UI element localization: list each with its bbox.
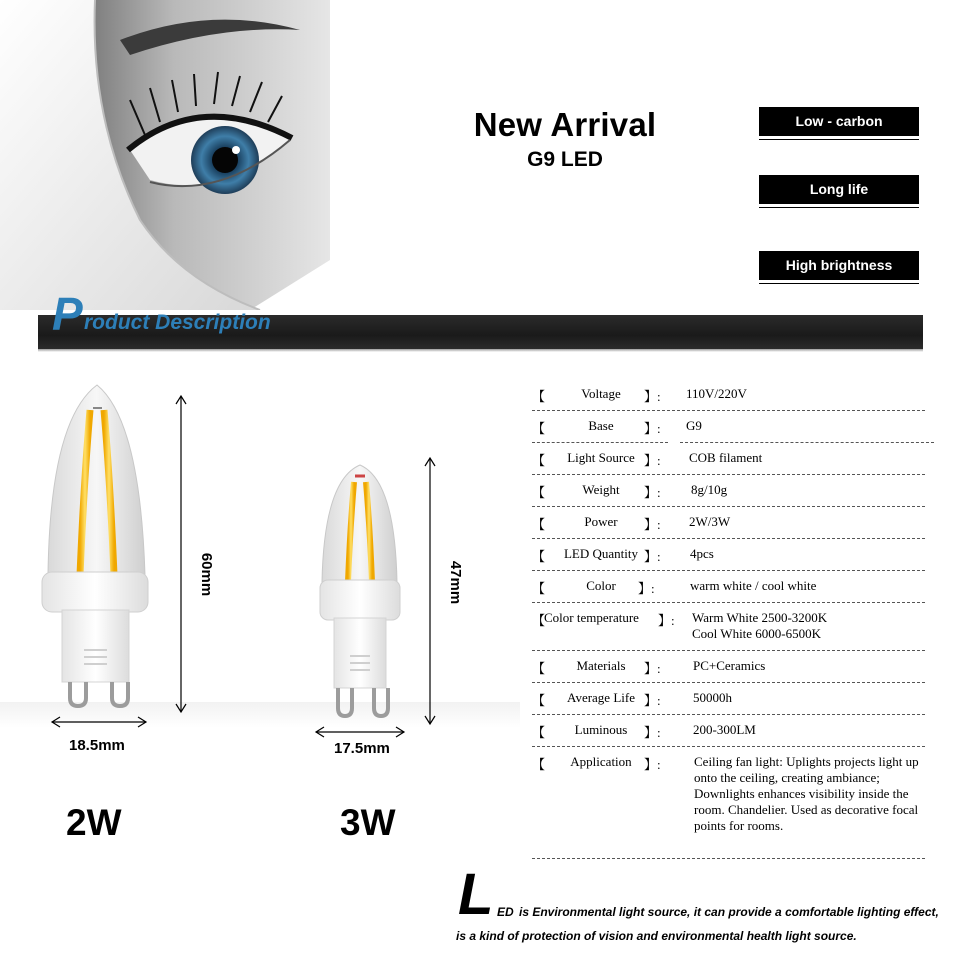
bulb-2w-power: 2W xyxy=(66,802,122,843)
bracket-open: 【 xyxy=(532,661,546,676)
spec-label: Color xyxy=(586,578,616,593)
bracket-open: 【 xyxy=(532,453,546,468)
hero-subtitle: G9 LED xyxy=(527,148,603,171)
row-divider xyxy=(532,714,925,715)
bracket-close: 】: xyxy=(644,453,661,468)
section-title: roduct Description xyxy=(84,311,271,334)
spec-label: Weight xyxy=(582,482,620,497)
bracket-close: 】: xyxy=(638,581,655,596)
row-divider xyxy=(532,506,925,507)
row-divider xyxy=(532,602,925,603)
row-divider xyxy=(532,858,925,859)
spec-value: PC+Ceramics xyxy=(693,658,766,673)
footer-initial: L xyxy=(458,862,494,927)
bracket-close: 】: xyxy=(644,661,661,676)
bulb-2w xyxy=(42,385,148,706)
row-divider xyxy=(532,538,925,539)
row-divider xyxy=(532,474,925,475)
row-divider xyxy=(532,682,925,683)
badge-underline xyxy=(759,139,919,140)
row-divider xyxy=(532,746,925,747)
spec-label: LED Quantity xyxy=(563,546,638,561)
spec-value: Ceiling fan light: Uplights projects light up onto the ceiling, creating ambiance; Downlights enhances visibility inside the room. Chandelier. Used as decorative focal points for rooms. xyxy=(694,754,919,833)
badge-high-brightness xyxy=(759,251,919,281)
bracket-close: 】: xyxy=(644,693,661,708)
spec-value-2: Cool White 6000-6500K xyxy=(692,626,822,641)
bulb-3w-height: 47mm xyxy=(447,560,465,605)
row-divider xyxy=(680,442,934,443)
badge-long-life xyxy=(759,175,919,205)
badge-underline xyxy=(759,207,919,208)
hero-banner xyxy=(0,0,958,310)
spec-label: Base xyxy=(588,418,614,433)
bracket-close: 】: xyxy=(644,421,661,436)
spec-label: Light Source xyxy=(567,450,635,465)
spec-label: Application xyxy=(570,754,632,769)
spec-label: Luminous xyxy=(574,722,628,737)
badge-label: Low - carbon xyxy=(759,107,919,136)
spec-value: 110V/220V xyxy=(686,386,747,401)
footer-initial-rest: ED xyxy=(497,905,514,919)
bracket-open: 【 xyxy=(532,725,546,740)
bracket-close: 】: xyxy=(644,389,661,404)
bulb-2w-width: 18.5mm xyxy=(69,737,125,754)
spec-label: Average Life xyxy=(567,690,635,705)
row-divider xyxy=(532,570,925,571)
bracket-open: 【 xyxy=(532,421,546,436)
spec-label: Voltage xyxy=(581,386,621,401)
bulb-illustrations xyxy=(0,360,520,860)
spec-label: Power xyxy=(584,514,618,529)
bracket-close: 】: xyxy=(644,725,661,740)
bracket-close: 】: xyxy=(644,485,661,500)
bulb-2w-height: 60mm xyxy=(198,552,216,597)
bracket-open: 【 xyxy=(532,693,546,708)
bulb-3w xyxy=(320,465,400,716)
bracket-open: 【 xyxy=(532,757,546,772)
eye-photo xyxy=(0,0,330,310)
bracket-open: 【 xyxy=(532,549,546,564)
spec-value: 8g/10g xyxy=(691,482,728,497)
badge-label: Long life xyxy=(759,175,919,204)
spec-value: Warm White 2500-3200K xyxy=(692,610,828,625)
spec-value: G9 xyxy=(686,418,702,433)
row-divider xyxy=(532,442,668,443)
bracket-open: 【 xyxy=(532,485,546,500)
bulb-drawing xyxy=(0,360,520,860)
bracket-close: 】: xyxy=(658,613,675,628)
row-divider xyxy=(532,650,925,651)
spec-value: warm white / cool white xyxy=(690,578,817,593)
section-title-initial: P xyxy=(52,288,83,340)
bracket-open: 【 xyxy=(532,613,546,628)
bulb-3w-power: 3W xyxy=(340,802,396,843)
hero-title: New Arrival xyxy=(473,106,657,143)
bracket-close: 】: xyxy=(644,757,661,772)
spec-label: Color temperature xyxy=(544,610,639,625)
bracket-open: 【 xyxy=(532,517,546,532)
spec-value: 4pcs xyxy=(690,546,714,561)
bracket-close: 】: xyxy=(644,517,661,532)
spec-value: 200-300LM xyxy=(693,722,756,737)
spec-label: Materials xyxy=(576,658,626,673)
row-divider xyxy=(532,410,925,411)
badge-label: High brightness xyxy=(759,251,919,280)
bracket-open: 【 xyxy=(532,389,546,404)
bracket-open: 【 xyxy=(532,581,546,596)
badge-low-carbon xyxy=(759,107,919,137)
spec-value: COB filament xyxy=(689,450,763,465)
spec-value: 2W/3W xyxy=(689,514,731,529)
section-bar-shadow xyxy=(38,349,923,352)
badge-underline xyxy=(759,283,919,284)
footer-line-2: is a kind of protection of vision and environmental health light source. xyxy=(456,929,857,943)
bulb-3w-width: 17.5mm xyxy=(334,740,390,757)
spec-value: 50000h xyxy=(693,690,732,705)
bracket-close: 】: xyxy=(644,549,661,564)
footer-line-1: is Environmental light source, it can provide a comfortable lighting effect, xyxy=(519,905,939,919)
